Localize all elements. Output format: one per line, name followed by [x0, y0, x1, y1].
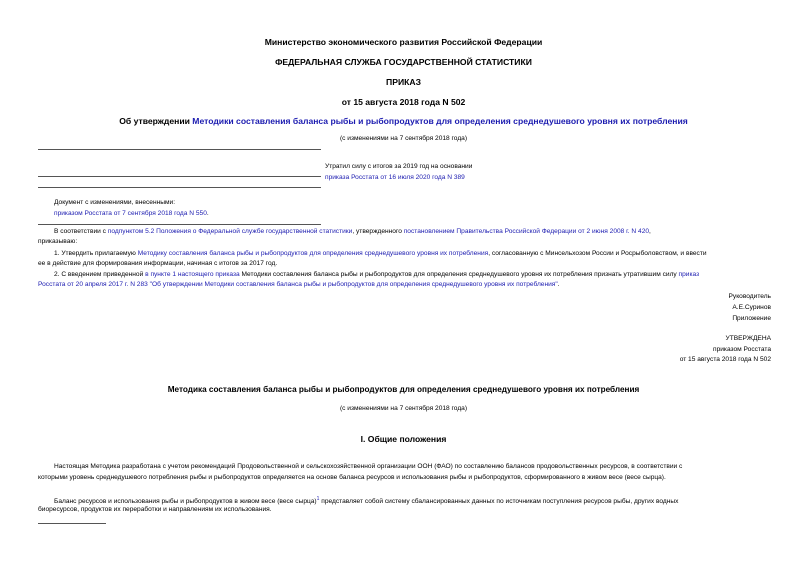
methodology-link[interactable]: Методику составления баланса рыбы и рыбопродуктов для определения среднедушевого уровня их потребления: [137, 250, 489, 257]
item-1-text: 1. Утвердить прилагаемую: [54, 250, 138, 257]
item-2: [54, 270, 699, 280]
divider: [38, 224, 321, 225]
preamble-text: ,: [649, 228, 651, 235]
repealed-order-link[interactable]: Росстата от 20 апреля 2017 г. N 283 "Об утверждении Методики составления баланса рыбы и рыбопродуктов для определения среднедушевого уровня их потребления": [38, 281, 558, 288]
preamble-order-word: приказываю:: [38, 238, 78, 245]
approval-date: от 15 августа 2018 года N 502: [679, 356, 771, 363]
repeal-order-link[interactable]: приказа Росстата от 16 июля 2020 года N 389: [325, 174, 465, 181]
government-resolution-link[interactable]: постановлением Правительства Российской Федерации от 2 июня 2008 г. N 420: [403, 228, 650, 235]
preamble-text: В соответствии с: [54, 228, 108, 235]
approval-word: УТВЕРЖДЕНА: [725, 335, 771, 342]
order-amendments: (с изменениями на 7 сентября 2018 года): [339, 135, 468, 142]
preamble-text: , утвержденного: [352, 228, 404, 235]
item-1-text: , согласованную с Минсельхозом России и Росрыболовством, и ввести: [488, 250, 707, 257]
service-heading: ФЕДЕРАЛЬНАЯ СЛУЖБА ГОСУДАРСТВЕННОЙ СТАТИСТИКИ: [275, 57, 532, 67]
methodology-title: Методика составления баланса рыбы и рыбопродуктов для определения среднедушевого уровня их потребления: [167, 385, 640, 394]
order-heading: ПРИКАЗ: [386, 77, 421, 87]
paragraph-2-text: представляет собой систему сбалансированных данных по источникам поступления ресурсов рыбы, других водных: [319, 498, 679, 506]
appendix-label: Приложение: [732, 315, 771, 322]
changes-note-tail: .: [206, 210, 209, 217]
item-1-reference-link[interactable]: в пункте 1 настоящего приказа: [145, 271, 240, 278]
divider: [38, 187, 321, 188]
order-date-number: от 15 августа 2018 года N 502: [341, 97, 466, 107]
approval-by: приказом Росстата: [713, 346, 771, 353]
item-2-text: .: [557, 281, 560, 288]
regulation-link[interactable]: подпунктом 5.2 Положения о Федеральной службе государственной статистики: [107, 228, 353, 235]
item-2-text: Методики составления баланса рыбы и рыбопродуктов для определения среднедушевого уровня их потребления признать утратившим силу: [239, 271, 679, 278]
signatory-position: Руководитель: [728, 293, 771, 300]
repealed-order-link[interactable]: приказ: [678, 271, 700, 278]
paragraph-2-text: Баланс ресурсов и использования рыбы и рыбопродуктов в живом весе (весе сырца): [54, 498, 317, 506]
footnote-marker[interactable]: 1: [316, 496, 320, 502]
paragraph-2-line-2: биоресурсов, продуктов их переработки и направлениям их использования.: [38, 506, 272, 513]
item-1: [54, 249, 707, 259]
repeal-note-text: Утратил силу с итогов за 2019 год на основании: [325, 163, 473, 170]
divider: [38, 149, 321, 150]
divider: [38, 176, 321, 177]
order-title-link[interactable]: Методики составления баланса рыбы и рыбопродуктов для определения среднедушевого уровня их потребления: [192, 116, 688, 126]
preamble-line: [54, 227, 651, 237]
paragraph-1-line-1: Настоящая Методика разработана с учетом рекомендаций Продовольственной и сельскохозяйственной организации ООН (ФАО) по составлению балансов продовольственных ресурсов, в соответствии с: [54, 463, 683, 470]
item-2-text: 2. С введением приведенной: [54, 271, 146, 278]
order-title: [0, 116, 807, 126]
changes-note-text: Документ с изменениями, внесенными:: [54, 199, 176, 206]
item-1-line-2: ее в действие для формирования информации, начиная с итогов за 2017 год.: [38, 260, 278, 267]
footnote-divider: [38, 523, 106, 524]
changes-note-line: [54, 209, 209, 219]
item-2-line-2: [38, 280, 560, 290]
paragraph-1-line-2: которыми уровень среднедушевого потребления рыбы и рыбопродуктов определяется на основе баланса ресурсов и использования рыбы и рыбопродуктов, сформированного в живом весе (весе сырца).: [38, 474, 666, 481]
methodology-amendments: (с изменениями на 7 сентября 2018 года): [339, 405, 468, 412]
order-title-prefix: Об утверждении: [119, 116, 193, 126]
signatory-name: А.Е.Суринов: [732, 304, 771, 311]
section-heading: I. Общие положения: [360, 434, 447, 444]
ministry-heading: Министерство экономического развития Российской Федерации: [264, 37, 543, 47]
changes-order-link[interactable]: приказом Росстата от 7 сентября 2018 года N 550: [54, 210, 207, 217]
